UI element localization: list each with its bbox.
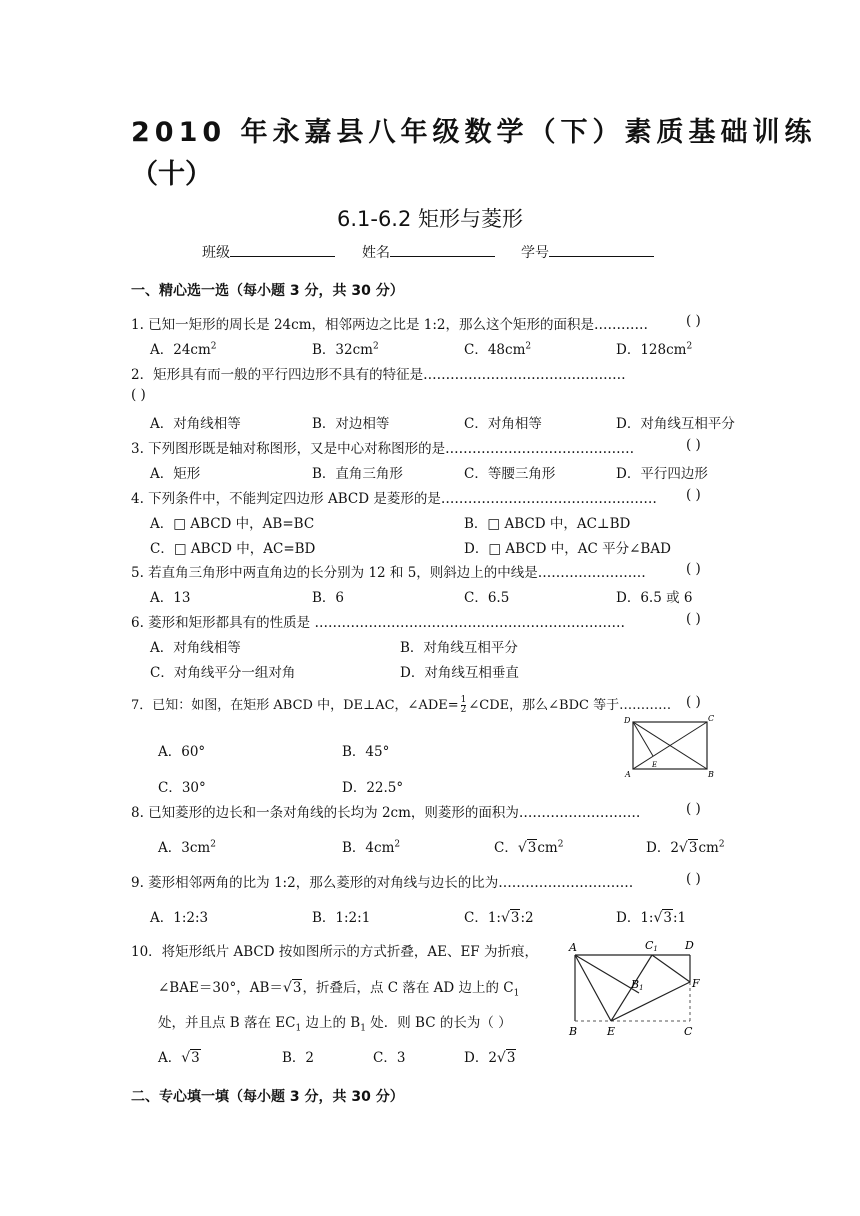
q3-option-b[interactable]: B．直角三角形 xyxy=(312,466,403,482)
q8-option-b[interactable]: B．$4cm^2$ xyxy=(342,839,401,856)
q8-answer-paren[interactable]: ( ) xyxy=(686,801,701,817)
q4-option-a[interactable]: A．□ ABCD 中，AB=BC xyxy=(150,516,315,532)
fig10-label-b1: B1 xyxy=(631,978,644,992)
q7-option-b[interactable]: B．45° xyxy=(342,744,390,760)
q7-option-c[interactable]: C．30° xyxy=(158,780,206,796)
q3-answer-paren[interactable]: ( ) xyxy=(686,437,701,453)
q4-option-b[interactable]: B．□ ABCD 中，AC⊥BD xyxy=(464,516,631,532)
fig10-label-a: A xyxy=(569,941,577,954)
fig7-label-b: B xyxy=(708,770,714,779)
section-2-heading: 二、专心填一填（每小题 3 分，共 30 分） xyxy=(131,1089,404,1105)
q4-answer-paren[interactable]: ( ) xyxy=(686,487,701,503)
q10-option-a[interactable]: A．√3 xyxy=(158,1050,200,1066)
q3-option-c[interactable]: C．等腰三角形 xyxy=(464,466,556,482)
section-1-heading: 一、精心选一选（每小题 3 分，共 30 分） xyxy=(131,283,404,299)
q3-option-a[interactable]: A．矩形 xyxy=(150,466,201,482)
q8-option-d[interactable]: D．$2√3cm^2$ xyxy=(646,839,725,856)
fig7-label-d: D xyxy=(624,716,631,725)
fig7-label-e: E xyxy=(652,761,658,769)
q10-stem-line1: 10．将矩形纸片 ABCD 按如图所示的方式折叠，AE、EF 为折痕， xyxy=(131,944,538,960)
q1-stem: 1. 已知一矩形的周长是 24cm，相邻两边之比是 1:2，那么这个矩形的面积是………… xyxy=(131,317,649,333)
q1-answer-paren[interactable]: ( ) xyxy=(686,313,701,329)
q10-option-d[interactable]: D．2√3 xyxy=(464,1050,516,1066)
q1-option-d[interactable]: D．$128cm^2$ xyxy=(616,341,693,358)
q3-stem: 3. 下列图形既是轴对称图形，又是中心对称图形的是…………………………………… xyxy=(131,441,635,457)
q5-option-b[interactable]: B．6 xyxy=(312,590,345,606)
q10-stem-line3: 处，并且点 B 落在 $EC_1$ 边上的 $B_1$ 处．则 BC 的长为（ ） xyxy=(158,1015,512,1034)
q7-option-d[interactable]: D．22.5° xyxy=(342,780,404,796)
q7-stem: 7．已知：如图，在矩形 ABCD 中，DE⊥AC，∠ADE= $\frac{1}{2}$ ∠CDE，那么∠BDC 等于………… xyxy=(131,695,672,715)
q8-option-a[interactable]: A．$3cm^2$ xyxy=(158,839,216,856)
q8-option-c[interactable]: C．$√3cm^2$ xyxy=(494,839,564,856)
q1-option-a[interactable]: A．$24cm^2$ xyxy=(150,341,217,358)
q5-option-d[interactable]: D．6.5 或 6 xyxy=(616,590,693,606)
q6-option-d[interactable]: D．对角线互相垂直 xyxy=(400,665,519,681)
fig10-label-f: F xyxy=(692,977,700,990)
page-title-line2: （十） xyxy=(131,159,212,190)
q1-option-b[interactable]: B．$32cm^2$ xyxy=(312,341,379,358)
fig10-label-d: D xyxy=(685,939,694,952)
q6-option-a[interactable]: A．对角线相等 xyxy=(150,640,241,656)
q4-option-d[interactable]: D．□ ABCD 中，AC 平分∠BAD xyxy=(464,541,671,557)
q10-option-c[interactable]: C．3 xyxy=(373,1050,406,1066)
q9-option-b[interactable]: B．1:2:1 xyxy=(312,910,371,926)
q9-stem: 9. 菱形相邻两角的比为 1:2，那么菱形的对角线与边长的比为………………………… xyxy=(131,875,634,891)
class-field[interactable] xyxy=(202,242,335,262)
q10-option-b[interactable]: B．2 xyxy=(282,1050,315,1066)
fig10-label-c1: C1 xyxy=(645,939,658,953)
q2-option-c[interactable]: C．对角相等 xyxy=(464,416,542,432)
class-blank[interactable] xyxy=(230,244,335,257)
fig10-label-c: C xyxy=(684,1025,693,1038)
q2-option-b[interactable]: B．对边相等 xyxy=(312,416,390,432)
q7-option-a[interactable]: A．60° xyxy=(158,744,206,760)
fig7-label-c: C xyxy=(708,714,715,723)
q6-stem: 6. 菱形和矩形都具有的性质是 …………………………………………………………… xyxy=(131,615,625,631)
q2-stem: 2．矩形具有而一般的平行四边形不具有的特征是……………………………………… xyxy=(131,367,626,383)
q2-option-a[interactable]: A．对角线相等 xyxy=(150,416,241,432)
q6-option-b[interactable]: B．对角线互相平分 xyxy=(400,640,518,656)
id-label: 学号 xyxy=(521,245,549,261)
page-subtitle: 6.1-6.2 矩形与菱形 xyxy=(336,207,524,231)
q6-option-c[interactable]: C．对角线平分一组对角 xyxy=(150,665,296,681)
name-blank[interactable] xyxy=(390,244,495,257)
q2-option-d[interactable]: D．对角线互相平分 xyxy=(616,416,735,432)
q5-option-c[interactable]: C．6.5 xyxy=(464,590,510,606)
q5-stem: 5. 若直角三角形中两直角边的长分别为 12 和 5，则斜边上的中线是…………………… xyxy=(131,565,646,581)
fig7-label-a: A xyxy=(625,770,631,779)
class-label: 班级 xyxy=(202,245,230,261)
id-blank[interactable] xyxy=(549,244,654,257)
q5-answer-paren[interactable]: ( ) xyxy=(686,561,701,577)
q10-figure-folding xyxy=(565,935,705,1043)
fig10-label-e: E xyxy=(607,1025,616,1038)
q6-answer-paren[interactable]: ( ) xyxy=(686,611,701,627)
q4-option-c[interactable]: C．□ ABCD 中，AC=BD xyxy=(150,541,316,557)
q8-stem: 8. 已知菱形的边长和一条对角线的长均为 2cm，则菱形的面积为……………………… xyxy=(131,805,641,821)
q10-stem-line2: ∠BAE＝30°，AB＝√3，折叠后，点 C 落在 AD 边上的 $C_1$ xyxy=(158,980,520,999)
q9-option-a[interactable]: A．1:2:3 xyxy=(150,910,209,926)
q7-answer-paren[interactable]: ( ) xyxy=(686,694,701,710)
q3-option-d[interactable]: D．平行四边形 xyxy=(616,466,708,482)
fig10-label-b: B xyxy=(569,1025,578,1038)
q9-option-d[interactable]: D．1:√3:1 xyxy=(616,910,687,926)
name-field[interactable] xyxy=(362,242,495,262)
q4-stem: 4. 下列条件中，不能判定四边形 ABCD 是菱形的是………………………………………… xyxy=(131,491,657,507)
page-title: 2010 年永嘉县八年级数学（下）素质基础训练 xyxy=(131,117,817,148)
id-field[interactable] xyxy=(521,242,654,262)
q1-option-c[interactable]: C．$48cm^2$ xyxy=(464,341,532,358)
name-label: 姓名 xyxy=(362,245,390,261)
q9-answer-paren[interactable]: ( ) xyxy=(686,871,701,887)
q2-answer-paren[interactable]: ( ) xyxy=(131,387,146,403)
q5-option-a[interactable]: A．13 xyxy=(150,590,191,606)
q9-option-c[interactable]: C．1:√3:2 xyxy=(464,910,534,926)
q7-figure-rectangle xyxy=(620,712,720,784)
